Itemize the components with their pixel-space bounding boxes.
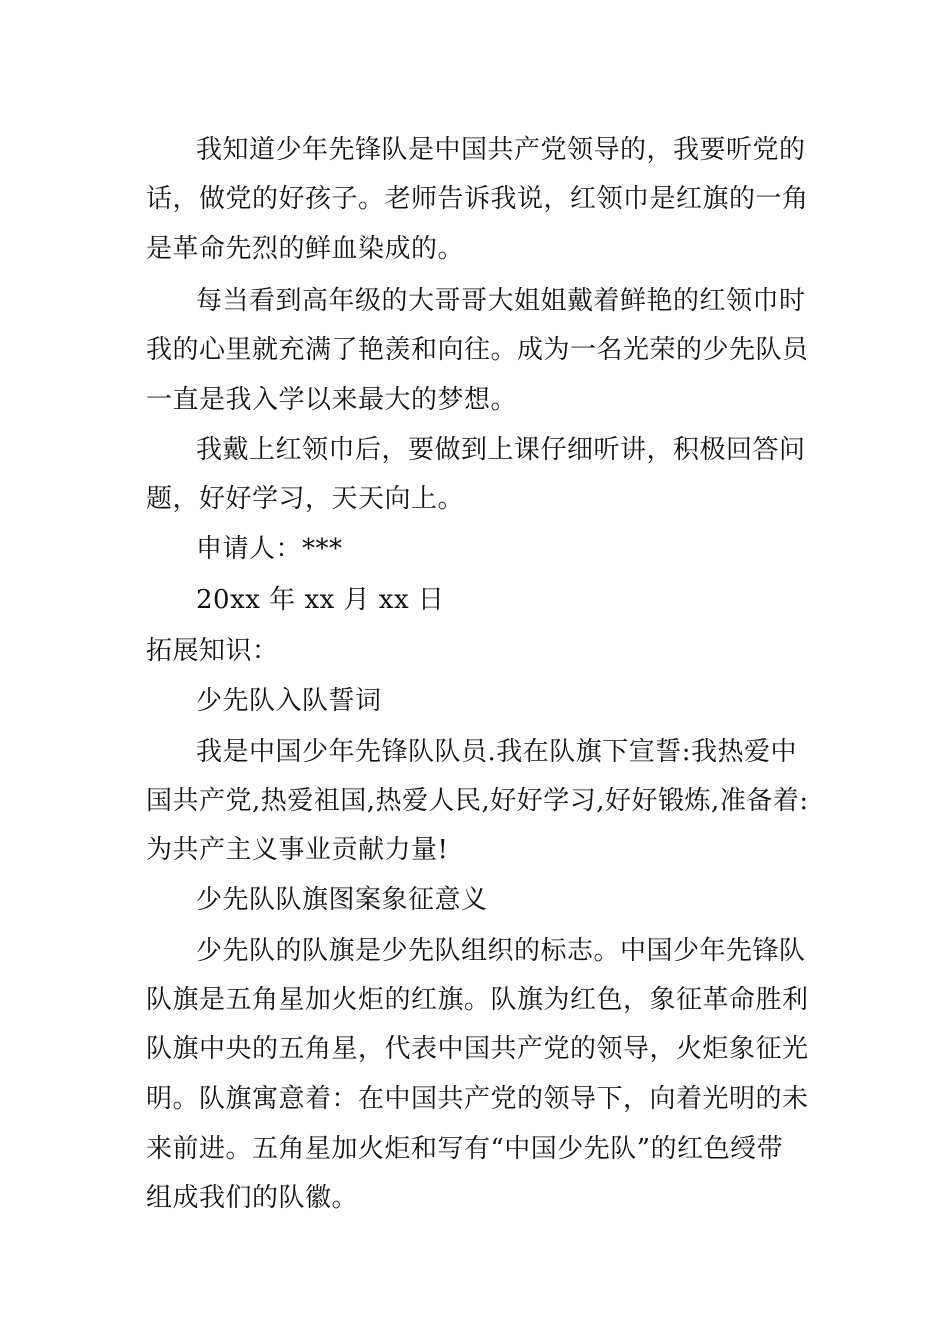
paragraph-3-line-2: 题，好好学习，天天向上。 <box>146 484 465 514</box>
applicant-signature: 申请人：*** <box>196 534 343 564</box>
flag-meaning-line-1: 少先队的队旗是少先队组织的标志。中国少年先锋队 <box>196 936 806 966</box>
flag-meaning-line-5: 来前进。五角星加火炬和写有“中国少先队”的红色绶带 <box>146 1134 784 1164</box>
oath-line-1: 我是中国少年先锋队队员.我在队旗下宣誓:我热爱中 <box>196 737 798 767</box>
oath-line-3: 为共产主义事业贡献力量! <box>146 835 449 865</box>
paragraph-1-line-2: 话，做党的好孩子。老师告诉我说，红领巾是红旗的一角 <box>146 184 809 214</box>
oath-heading: 少先队入队誓词 <box>196 686 382 716</box>
paragraph-3-line-1: 我戴上红领巾后，要做到上课仔细听讲，积极回答问 <box>196 435 806 465</box>
oath-line-2: 国共产党,热爱祖国,热爱人民,好好学习,好好锻炼,准备着: <box>146 786 809 816</box>
flag-meaning-line-2: 队旗是五角星加火炬的红旗。队旗为红色，象征革命胜利 <box>146 985 809 1015</box>
flag-meaning-line-3: 队旗中央的五角星，代表中国共产党的领导，火炬象征光 <box>146 1034 809 1064</box>
paragraph-1-line-3: 是革命先烈的鲜血染成的。 <box>146 234 465 264</box>
flag-meaning-line-6: 组成我们的队徽。 <box>146 1183 359 1213</box>
application-date: 20xx 年 xx 月 xx 日 <box>196 585 445 615</box>
flag-meaning-line-4: 明。队旗寓意着：在中国共产党的领导下，向着光明的未 <box>146 1084 809 1114</box>
paragraph-2-line-1: 每当看到高年级的大哥哥大姐姐戴着鲜艳的红领巾时 <box>196 286 806 316</box>
paragraph-1-line-1: 我知道少年先锋队是中国共产党领导的，我要听党的 <box>196 135 806 165</box>
flag-meaning-heading: 少先队队旗图案象征意义 <box>196 885 488 915</box>
extended-knowledge-heading: 拓展知识： <box>146 636 279 666</box>
paragraph-2-line-3: 一直是我入学以来最大的梦想。 <box>146 385 518 415</box>
paragraph-2-line-2: 我的心里就充满了艳羡和向往。成为一名光荣的少先队员 <box>146 335 809 365</box>
